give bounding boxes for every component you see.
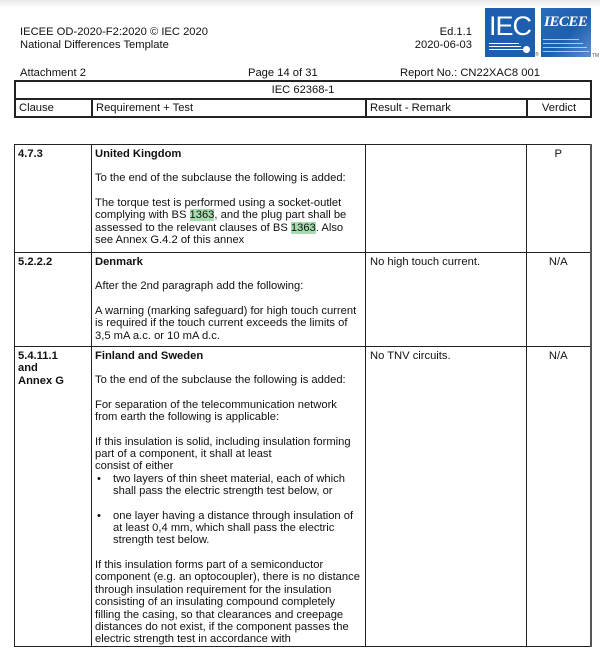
bullet-item: • two layers of thin sheet material, each of which shall pass the electric strength test below, or	[97, 472, 345, 498]
iecee-logo-text: IECEE	[544, 14, 588, 30]
requirement-text: If this insulation is solid, including insulation forming part of a component, it shall at least	[95, 435, 351, 461]
attachment-label: Attachment 2	[20, 67, 86, 79]
country-title: Denmark	[95, 256, 143, 268]
requirement-cell	[92, 347, 366, 647]
result-remark	[366, 145, 527, 253]
result-remark: No high touch current.	[366, 253, 527, 347]
verdict: P	[527, 145, 591, 253]
verdict: N/A	[527, 347, 591, 647]
country-title: Finland and Sweden	[95, 350, 204, 362]
report-number: Report No.: CN22XAC8 001	[400, 67, 540, 79]
requirement-text: To the end of the subclause the following is added:	[95, 172, 346, 185]
requirement-bullets	[95, 473, 362, 547]
table-header	[14, 80, 592, 118]
search-highlight: 1363	[290, 221, 316, 234]
doc-template-name: National Differences Template	[20, 39, 169, 51]
search-highlight: 1363	[189, 209, 215, 222]
iec-logo-icon	[485, 8, 535, 57]
column-header-verdict: Verdict	[527, 99, 591, 117]
document-header-right	[388, 26, 472, 52]
requirement-cell	[92, 145, 366, 253]
bullet-item: • one layer having a distance through insulation of at least 0,4 mm, which shall pass the electric strength test below.	[97, 509, 354, 547]
requirement-text: The torque test is performed using a socket-outlet complying with BS 1363, and the plug part shall be assessed to the relevant clauses of BS 1363. Also see Annex G.4.2 of this annex	[95, 196, 347, 247]
requirement-text: For separation of the telecommunication network from earth the following is applicable:	[95, 398, 337, 424]
table-row	[15, 145, 591, 253]
standard-title: IEC 62368-1	[15, 81, 591, 99]
clause-number: 5.4.11.1 and Annex G	[15, 347, 92, 647]
requirement-text: A warning (marking safeguard) for high touch current is required if the touch current exceeds the limits of 3,5 mA a.c. or 10 mA d.c.	[95, 304, 357, 342]
viewer-top-shadow	[0, 0, 600, 8]
requirement-text: After the 2nd paragraph add the following:	[95, 280, 304, 293]
doc-id: IECEE OD-2020-F2:2020 © IEC 2020	[20, 26, 208, 38]
table-row	[15, 347, 591, 647]
country-title: United Kingdom	[95, 148, 182, 160]
clause-number: 5.2.2.2	[15, 253, 92, 347]
requirement-text: If this insulation forms part of a semiconductor component (e.g. an optocoupler), there is no distance through insulation requirement for the insulation consisting of an insulating compound completely filling the casing, so that clearances and creepage distances do not exist, if the component passes the electric strength test in accordance with	[95, 558, 360, 646]
edition-date: 2020-06-03	[414, 39, 472, 51]
requirement-text: To the end of the subclause the following is added:	[95, 374, 346, 387]
verdict: N/A	[527, 253, 591, 347]
document-header-left	[20, 26, 208, 52]
requirement-cell	[92, 253, 366, 347]
result-remark: No TNV circuits.	[366, 347, 527, 647]
registered-mark: ®	[535, 52, 539, 58]
column-header-result: Result - Remark	[366, 99, 527, 117]
table-row	[15, 253, 591, 347]
page-number: Page 14 of 31	[248, 67, 318, 79]
iecee-logo-icon	[541, 8, 591, 57]
iec-logo-text: IEC	[489, 11, 532, 41]
column-header-requirement: Requirement + Test	[92, 99, 366, 117]
clause-table	[14, 144, 592, 647]
column-header-clause: Clause	[15, 99, 92, 117]
clause-number: 4.7.3	[15, 145, 92, 253]
requirement-text: consist of either	[95, 460, 174, 473]
trademark-mark: TM	[592, 53, 600, 59]
edition: Ed.1.1	[439, 26, 472, 38]
